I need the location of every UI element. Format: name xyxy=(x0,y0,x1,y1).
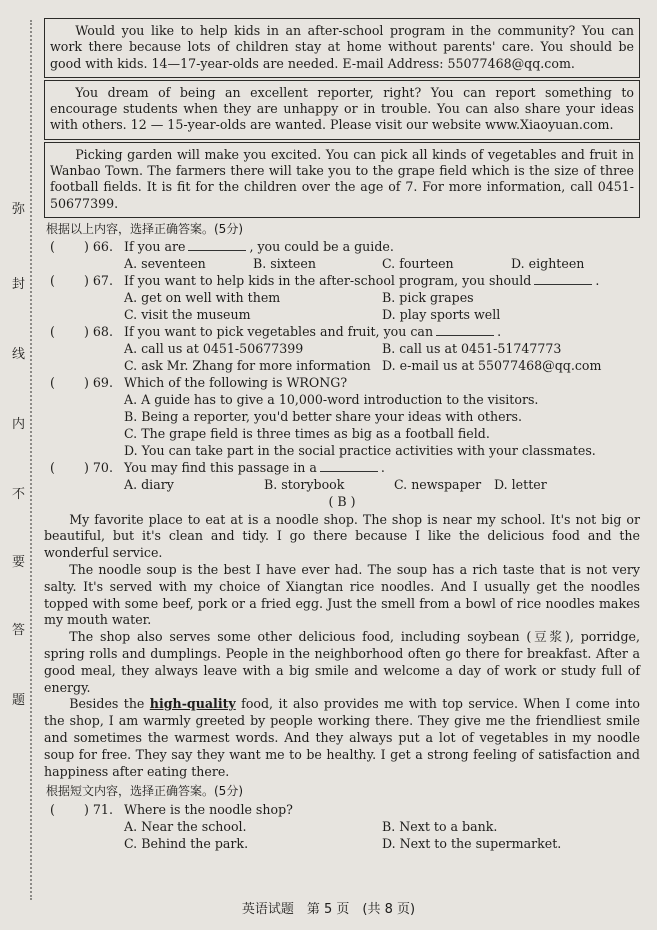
margin-char: 答 xyxy=(12,623,26,638)
question-stem-end: . xyxy=(595,273,600,289)
question-69 xyxy=(44,374,640,391)
options xyxy=(44,818,640,835)
question-stem: If you want to help kids in the after-school program, you should xyxy=(124,273,532,289)
question-number: ) 70. xyxy=(84,460,113,476)
option-d[interactable]: D. eighteen xyxy=(511,256,585,272)
option-d[interactable]: D. e-mail us at 55077468@qq.com xyxy=(382,358,602,374)
passage-paragraph: The noodle soup is the best I have ever had. The soup has a rich taste that is not very salty. It's served with my choice of Xiangtan rice noodles. And I usually get the noodles topped with some beef, pork or a fried egg. Just the smell from a bowl of rice noodles makes my mouth water. xyxy=(44,561,640,628)
question-number: ) 68. xyxy=(84,324,113,340)
question-stem-end: . xyxy=(380,460,385,476)
question-stem: If you are xyxy=(124,239,186,255)
option-d[interactable]: D. play sports well xyxy=(382,307,501,323)
options xyxy=(44,835,640,852)
passage-paragraph: The shop also serves some other delicious food, including soybean (豆浆), porridge, spring rolls and dumplings. People in the neighborhood often go there for breakfast. After a good meal, they always leave with a big smile and welcome a day of work or study full of energy. xyxy=(44,629,640,695)
question-67 xyxy=(44,272,640,289)
options xyxy=(44,408,640,425)
answer-paren: ( xyxy=(50,801,55,817)
ad-text: Picking garden will make you excited. You can pick all kinds of vegetables and fruit in Wanbao Town. The farmers there will take you to the grape field which is the size of three football fields. It is fit for the children over the age of 7. For more information, call 0451-50677399. xyxy=(50,146,634,211)
exam-page xyxy=(44,18,640,852)
question-stem: You may find this passage in a xyxy=(124,460,317,476)
options xyxy=(44,289,640,306)
option-a[interactable]: A. diary xyxy=(124,477,174,493)
margin-char: 内 xyxy=(12,417,26,432)
option-c[interactable]: C. fourteen xyxy=(382,256,454,272)
cut-line xyxy=(30,20,32,900)
answer-paren: ( xyxy=(50,324,55,340)
margin-char: 题 xyxy=(12,693,26,708)
ad-box-reporter xyxy=(44,80,640,140)
question-number: ) 67. xyxy=(84,273,113,289)
option-c[interactable]: C. ask Mr. Zhang for more information xyxy=(124,358,371,374)
answer-blank[interactable] xyxy=(320,460,378,472)
option-b[interactable]: B. Next to a bank. xyxy=(382,818,498,834)
option-a[interactable]: A. get on well with them xyxy=(124,290,281,306)
options xyxy=(44,476,640,493)
option-b[interactable]: B. Being a reporter, you'd better share your ideas with others. xyxy=(124,409,523,425)
option-a[interactable]: A. Near the school. xyxy=(124,818,247,834)
option-a[interactable]: A. A guide has to give a 10,000-word introduction to the visitors. xyxy=(124,392,539,408)
part-b-heading: ( B ) xyxy=(328,494,356,510)
option-b[interactable]: B. pick grapes xyxy=(382,290,474,306)
option-b[interactable]: B. storybook xyxy=(264,477,345,493)
option-c[interactable]: C. Behind the park. xyxy=(124,835,249,851)
margin-char: 要 xyxy=(12,555,26,570)
ad-text: You dream of being an excellent reporter, right? You can report something to encourage students when they are unhappy or in trouble. You can also share your ideas with others. 12 — 15-year-olds are wanted. Please visit our website www.Xiaoyuan.com. xyxy=(50,84,634,133)
option-d[interactable]: D. letter xyxy=(494,477,547,493)
passage-text: Besides the xyxy=(69,696,150,712)
question-68 xyxy=(44,323,640,340)
option-c[interactable]: C. newspaper xyxy=(394,477,482,493)
option-a[interactable]: A. seventeen xyxy=(124,256,206,272)
options xyxy=(44,340,640,357)
passage-paragraph xyxy=(44,696,640,780)
margin-char: 线 xyxy=(12,347,26,362)
answer-paren: ( xyxy=(50,460,55,476)
question-66 xyxy=(44,238,640,255)
question-number: ) 66. xyxy=(84,239,113,255)
option-b[interactable]: B. call us at 0451-51747773 xyxy=(382,341,562,357)
binding-margin xyxy=(8,0,32,930)
options xyxy=(44,425,640,442)
section-instruction: 根据短文内容，选择正确答案。(5分) xyxy=(46,784,243,799)
question-number: ) 71. xyxy=(84,801,113,817)
question-stem: Where is the noodle shop? xyxy=(124,801,293,817)
option-a[interactable]: A. call us at 0451-50677399 xyxy=(124,341,304,357)
option-d[interactable]: D. Next to the supermarket. xyxy=(382,835,562,851)
answer-paren: ( xyxy=(50,239,55,255)
answer-blank[interactable] xyxy=(188,239,246,251)
options xyxy=(44,255,640,272)
question-stem: If you want to pick vegetables and fruit, you can xyxy=(124,324,434,340)
margin-char: 封 xyxy=(12,277,26,292)
options xyxy=(44,442,640,459)
page-footer: 英语试题 第 5 页 (共 8 页) xyxy=(241,902,416,917)
answer-paren: ( xyxy=(50,273,55,289)
options xyxy=(44,391,640,408)
passage-paragraph: My favorite place to eat at is a noodle shop. The shop is near my school. It's not big or beautiful, but it's clean and tidy. I go there because I like the delicious food and the wonderful service. xyxy=(44,511,640,561)
underlined-word: high-quality xyxy=(149,696,236,712)
options xyxy=(44,357,640,374)
section-instruction: 根据以上内容，选择正确答案。(5分) xyxy=(46,221,243,236)
question-stem-end: , you could be a guide. xyxy=(249,239,394,255)
margin-char: 弥 xyxy=(12,202,26,217)
question-70 xyxy=(44,459,640,476)
answer-paren: ( xyxy=(50,375,55,391)
answer-blank[interactable] xyxy=(534,273,592,285)
question-71 xyxy=(44,801,640,818)
question-stem: Which of the following is WRONG? xyxy=(124,375,348,391)
options xyxy=(44,306,640,323)
ad-box-picking-garden xyxy=(44,142,640,218)
option-d[interactable]: D. You can take part in the social practice activities with your classmates. xyxy=(124,443,596,459)
ad-text: Would you like to help kids in an after-school program in the community? You can work there because lots of children stay at home without parents' care. You should be good with kids. 14—17-year-olds are needed. E-mail Address: 55077468@qq.com. xyxy=(50,23,634,71)
question-number: ) 69. xyxy=(84,375,113,391)
option-c[interactable]: C. The grape field is three times as big as a football field. xyxy=(124,426,490,442)
option-c[interactable]: C. visit the museum xyxy=(124,307,251,323)
ad-box-afterschool xyxy=(44,18,640,78)
passage-text: food, it also provides me with top service. When I come into the shop, I am warmly greeted by people working there. They give me the friendliest smile and sometimes the warmest words. And they always put a lot of vegetables in my noodle soup for free. They say they want me to be healthy. I get a strong feeling of satisfaction and happiness after eating there. xyxy=(44,696,640,779)
option-b[interactable]: B. sixteen xyxy=(253,256,316,272)
answer-blank[interactable] xyxy=(436,324,494,336)
margin-char: 不 xyxy=(12,487,26,502)
question-stem-end: . xyxy=(497,324,502,340)
